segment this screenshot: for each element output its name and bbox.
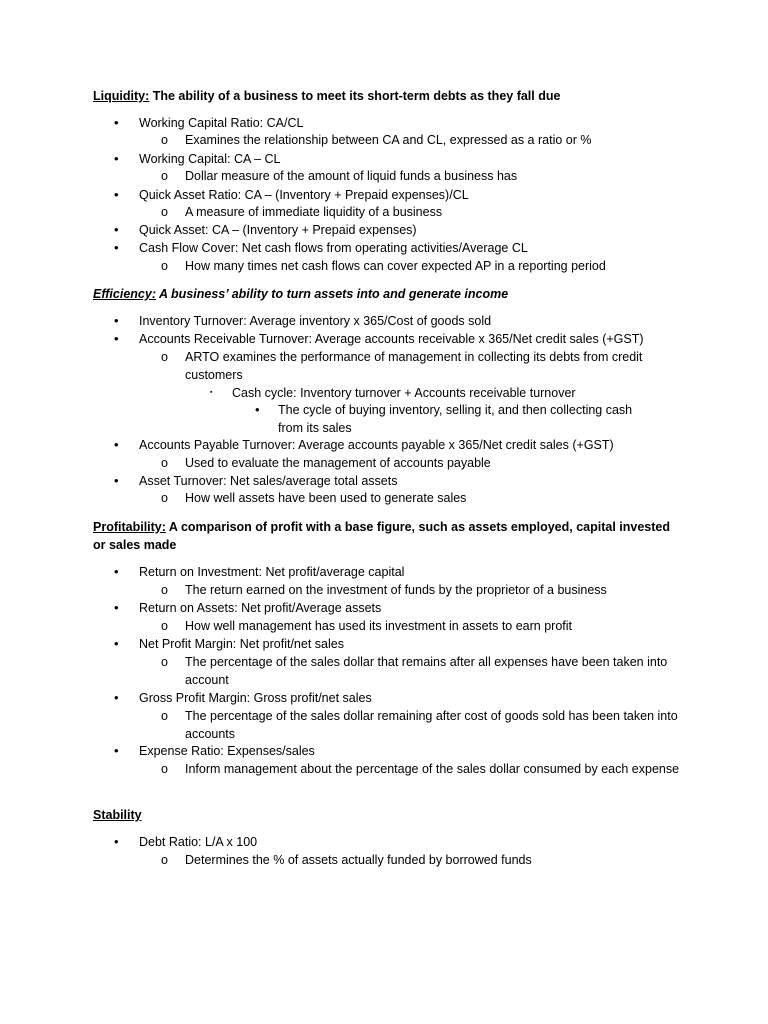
efficiency-heading [93, 285, 683, 303]
circle-marker: o [161, 619, 168, 633]
circle-marker: o [161, 133, 168, 147]
list-item: Asset Turnover: Net sales/average total assets [139, 474, 398, 488]
circle-marker: o [161, 456, 168, 470]
bullet-marker: • [114, 240, 119, 255]
bullet-marker: • [114, 743, 119, 758]
bullet-marker: • [114, 564, 119, 579]
bullet-marker: • [114, 437, 119, 452]
circle-marker: o [161, 853, 168, 867]
circle-marker: o [161, 169, 168, 183]
stability-heading [93, 806, 683, 824]
list-item: Gross Profit Margin: Gross profit/net sales [139, 691, 372, 705]
circle-marker: o [161, 491, 168, 505]
section-term: Profitability: [93, 520, 166, 534]
list-item: Inventory Turnover: Average inventory x 365/Cost of goods sold [139, 314, 492, 328]
list-item: Expense Ratio: Expenses/sales [139, 744, 315, 758]
list-item: ARTO examines the performance of management in collecting its debts from credit customers [185, 350, 643, 382]
profitability-heading [93, 518, 683, 554]
circle-marker: o [161, 709, 168, 723]
list-item: Accounts Payable Turnover: Average accounts payable x 365/Net credit sales (+GST) [139, 438, 614, 452]
bullet-marker: • [114, 636, 119, 651]
list-item: How well management has used its investment in assets to earn profit [185, 619, 572, 633]
list-item: Determines the % of assets actually funded by borrowed funds [185, 853, 532, 867]
bullet-marker: • [114, 690, 119, 705]
bullet-marker: • [114, 834, 119, 849]
bullet-marker: • [255, 402, 260, 417]
square-marker: ▪ [210, 389, 213, 396]
list-item: Return on Assets: Net profit/Average assets [139, 601, 382, 615]
section-definition: A business’ ability to turn assets into and generate income [156, 287, 509, 301]
bullet-marker: • [114, 115, 119, 130]
list-item: The percentage of the sales dollar remaining after cost of goods sold has been taken into accounts [185, 709, 678, 741]
section-term: Stability [93, 808, 142, 822]
list-item: Dollar measure of the amount of liquid funds a business has [185, 169, 518, 183]
list-item: The return earned on the investment of funds by the proprietor of a business [185, 583, 607, 597]
bullet-marker: • [114, 600, 119, 615]
section-term: Efficiency: [93, 287, 156, 301]
circle-marker: o [161, 259, 168, 273]
list-item: Examines the relationship between CA and CL, expressed as a ratio or % [185, 133, 592, 147]
circle-marker: o [161, 205, 168, 219]
list-item: Cash cycle: Inventory turnover + Accounts receivable turnover [232, 386, 576, 400]
list-item: Net Profit Margin: Net profit/net sales [139, 637, 344, 651]
circle-marker: o [161, 583, 168, 597]
list-item: Return on Investment: Net profit/average capital [139, 565, 405, 579]
liquidity-heading [93, 87, 683, 105]
bullet-marker: • [114, 313, 119, 328]
bullet-marker: • [114, 331, 119, 346]
list-item: How well assets have been used to generate sales [185, 491, 467, 505]
list-item: Working Capital: CA – CL [139, 152, 281, 166]
bullet-marker: • [114, 473, 119, 488]
list-item: Quick Asset Ratio: CA – (Inventory + Prepaid expenses)/CL [139, 188, 469, 202]
list-item: Cash Flow Cover: Net cash flows from operating activities/Average CL [139, 241, 528, 255]
list-item: Quick Asset: CA – (Inventory + Prepaid expenses) [139, 223, 417, 237]
section-definition: The ability of a business to meet its short-term debts as they fall due [149, 89, 561, 103]
bullet-marker: • [114, 151, 119, 166]
list-item: Accounts Receivable Turnover: Average accounts receivable x 365/Net credit sales (+GST) [139, 332, 644, 346]
list-item: How many times net cash flows can cover expected AP in a reporting period [185, 259, 606, 273]
list-item: The cycle of buying inventory, selling it, and then collecting cash from its sales [278, 403, 633, 435]
list-item: Debt Ratio: L/A x 100 [139, 835, 258, 849]
bullet-marker: • [114, 187, 119, 202]
circle-marker: o [161, 762, 168, 776]
circle-marker: o [161, 655, 168, 669]
list-item: A measure of immediate liquidity of a business [185, 205, 443, 219]
section-term: Liquidity: [93, 89, 150, 103]
bullet-marker: • [114, 222, 119, 237]
list-item: Working Capital Ratio: CA/CL [139, 116, 304, 130]
list-item: Inform management about the percentage of the sales dollar consumed by each expense [185, 762, 680, 776]
section-definition: A comparison of profit with a base figure, such as assets employed, capital invested or sales made [93, 520, 670, 552]
list-item: The percentage of the sales dollar that remains after all expenses have been taken into account [185, 655, 668, 687]
list-item: Used to evaluate the management of accounts payable [185, 456, 491, 470]
circle-marker: o [161, 350, 168, 364]
